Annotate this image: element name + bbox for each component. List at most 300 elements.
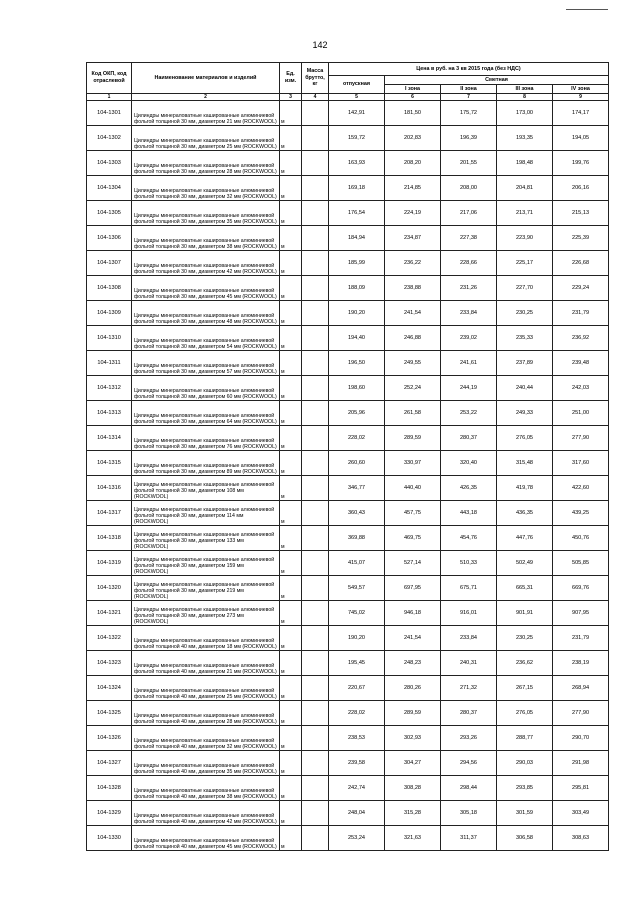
- row-zone1-price: 249,55: [385, 351, 441, 376]
- row-release-price: 198,60: [329, 376, 385, 401]
- row-zone2-price: 510,33: [441, 551, 497, 576]
- table-row: [87, 451, 609, 476]
- row-release-price: 190,20: [329, 626, 385, 651]
- column-number: 8: [497, 94, 553, 101]
- row-zone3-price: 306,58: [497, 826, 553, 851]
- row-unit: м: [280, 276, 302, 301]
- row-zone1-price: 330,97: [385, 451, 441, 476]
- row-code: 104-1306: [87, 226, 132, 251]
- row-zone1-price: 261,58: [385, 401, 441, 426]
- table-row: [87, 601, 609, 626]
- table-row: [87, 751, 609, 776]
- row-zone3-price: 173,00: [497, 101, 553, 126]
- row-zone2-price: 241,61: [441, 351, 497, 376]
- row-zone3-price: 276,05: [497, 426, 553, 451]
- row-zone4-price: 236,92: [553, 326, 609, 351]
- row-code: 104-1305: [87, 201, 132, 226]
- row-mass: [302, 651, 329, 676]
- row-zone1-price: 321,63: [385, 826, 441, 851]
- row-release-price: 253,24: [329, 826, 385, 851]
- column-number: 9: [553, 94, 609, 101]
- table-row: [87, 776, 609, 801]
- row-zone2-price: 916,01: [441, 601, 497, 626]
- row-unit: м: [280, 126, 302, 151]
- row-name: Цилиндры минераловатные кашированные алюминиевой фольгой толщиной 30 мм, диаметром 133 мм (ROCKWOOL): [132, 526, 280, 551]
- row-zone3-price: 236,62: [497, 651, 553, 676]
- row-release-price: 205,96: [329, 401, 385, 426]
- row-unit: м: [280, 776, 302, 801]
- row-code: 104-1311: [87, 351, 132, 376]
- row-name: Цилиндры минераловатные кашированные алюминиевой фольгой толщиной 40 мм, диаметром 18 мм (ROCKWOOL): [132, 626, 280, 651]
- row-name: Цилиндры минераловатные кашированные алюминиевой фольгой толщиной 30 мм, диаметром 114 мм (ROCKWOOL): [132, 501, 280, 526]
- row-name: Цилиндры минераловатные кашированные алюминиевой фольгой толщиной 40 мм, диаметром 28 мм (ROCKWOOL): [132, 701, 280, 726]
- row-unit: м: [280, 651, 302, 676]
- row-zone3-price: 290,03: [497, 751, 553, 776]
- header-estimate: Сметная: [385, 76, 609, 85]
- row-mass: [302, 226, 329, 251]
- row-mass: [302, 601, 329, 626]
- row-code: 104-1317: [87, 501, 132, 526]
- row-zone3-price: 665,31: [497, 576, 553, 601]
- table-body: [87, 101, 609, 851]
- row-unit: м: [280, 726, 302, 751]
- column-number: 5: [329, 94, 385, 101]
- row-zone3-price: 235,33: [497, 326, 553, 351]
- row-name: Цилиндры минераловатные кашированные алюминиевой фольгой толщиной 30 мм, диаметром 159 мм (ROCKWOOL): [132, 551, 280, 576]
- row-zone4-price: 669,76: [553, 576, 609, 601]
- row-name: Цилиндры минераловатные кашированные алюминиевой фольгой толщиной 40 мм, диаметром 38 мм (ROCKWOOL): [132, 776, 280, 801]
- row-zone3-price: 230,25: [497, 301, 553, 326]
- row-name: Цилиндры минераловатные кашированные алюминиевой фольгой толщиной 40 мм, диаметром 21 мм (ROCKWOOL): [132, 651, 280, 676]
- row-zone2-price: 239,02: [441, 326, 497, 351]
- row-release-price: 220,67: [329, 676, 385, 701]
- row-zone1-price: 181,50: [385, 101, 441, 126]
- row-name: Цилиндры минераловатные кашированные алюминиевой фольгой толщиной 40 мм, диаметром 35 мм (ROCKWOOL): [132, 751, 280, 776]
- row-zone2-price: 280,37: [441, 701, 497, 726]
- table-row: [87, 226, 609, 251]
- row-zone1-price: 202,83: [385, 126, 441, 151]
- row-zone1-price: 289,59: [385, 426, 441, 451]
- row-zone3-price: 249,33: [497, 401, 553, 426]
- row-zone1-price: 208,20: [385, 151, 441, 176]
- row-release-price: 415,07: [329, 551, 385, 576]
- row-zone1-price: 527,14: [385, 551, 441, 576]
- row-zone3-price: 237,89: [497, 351, 553, 376]
- row-unit: м: [280, 676, 302, 701]
- row-unit: м: [280, 426, 302, 451]
- row-mass: [302, 351, 329, 376]
- row-name: Цилиндры минераловатные кашированные алюминиевой фольгой толщиной 30 мм, диаметром 45 мм (ROCKWOOL): [132, 276, 280, 301]
- row-code: 104-1327: [87, 751, 132, 776]
- row-zone1-price: 236,22: [385, 251, 441, 276]
- row-zone2-price: 233,84: [441, 301, 497, 326]
- row-zone4-price: 231,79: [553, 626, 609, 651]
- table-row: [87, 376, 609, 401]
- row-zone3-price: 198,48: [497, 151, 553, 176]
- row-code: 104-1308: [87, 276, 132, 301]
- row-zone1-price: 214,85: [385, 176, 441, 201]
- row-zone1-price: 280,26: [385, 676, 441, 701]
- row-name: Цилиндры минераловатные кашированные алюминиевой фольгой толщиной 30 мм, диаметром 108 мм (ROCKWOOL): [132, 476, 280, 501]
- row-zone3-price: 230,25: [497, 626, 553, 651]
- row-name: Цилиндры минераловатные кашированные алюминиевой фольгой толщиной 40 мм, диаметром 32 мм (ROCKWOOL): [132, 726, 280, 751]
- row-zone2-price: 293,26: [441, 726, 497, 751]
- header-unit: Ед. изм.: [280, 63, 302, 94]
- row-zone1-price: 440,40: [385, 476, 441, 501]
- row-name: Цилиндры минераловатные кашированные алюминиевой фольгой толщиной 30 мм, диаметром 273 мм (ROCKWOOL): [132, 601, 280, 626]
- row-zone4-price: 194,05: [553, 126, 609, 151]
- row-name: Цилиндры минераловатные кашированные алюминиевой фольгой толщиной 30 мм, диаметром 42 мм (ROCKWOOL): [132, 251, 280, 276]
- row-zone4-price: 242,03: [553, 376, 609, 401]
- row-release-price: 195,45: [329, 651, 385, 676]
- row-code: 104-1330: [87, 826, 132, 851]
- row-zone4-price: 268,94: [553, 676, 609, 701]
- row-unit: м: [280, 601, 302, 626]
- row-release-price: 159,72: [329, 126, 385, 151]
- row-zone2-price: 217,06: [441, 201, 497, 226]
- row-release-price: 549,57: [329, 576, 385, 601]
- row-release-price: 369,88: [329, 526, 385, 551]
- price-table: [86, 62, 609, 851]
- table-row: [87, 826, 609, 851]
- row-zone1-price: 946,18: [385, 601, 441, 626]
- row-mass: [302, 126, 329, 151]
- row-code: 104-1329: [87, 801, 132, 826]
- row-zone2-price: 233,84: [441, 626, 497, 651]
- table-row: [87, 301, 609, 326]
- row-mass: [302, 676, 329, 701]
- row-release-price: 228,02: [329, 701, 385, 726]
- row-zone3-price: 213,71: [497, 201, 553, 226]
- row-unit: м: [280, 226, 302, 251]
- header-code: Код ОКП, код отраслевой: [87, 63, 132, 94]
- row-zone3-price: 240,44: [497, 376, 553, 401]
- header-mass: Масса брутто, кг: [302, 63, 329, 94]
- row-release-price: 184,94: [329, 226, 385, 251]
- row-zone2-price: 280,37: [441, 426, 497, 451]
- row-zone3-price: 288,77: [497, 726, 553, 751]
- row-zone4-price: 238,19: [553, 651, 609, 676]
- row-release-price: 248,04: [329, 801, 385, 826]
- row-zone4-price: 303,49: [553, 801, 609, 826]
- row-zone3-price: 193,35: [497, 126, 553, 151]
- row-zone1-price: 241,54: [385, 626, 441, 651]
- row-release-price: 185,99: [329, 251, 385, 276]
- row-zone2-price: 253,22: [441, 401, 497, 426]
- row-unit: м: [280, 626, 302, 651]
- row-zone2-price: 454,76: [441, 526, 497, 551]
- row-unit: м: [280, 451, 302, 476]
- table-row: [87, 126, 609, 151]
- row-zone4-price: 215,13: [553, 201, 609, 226]
- row-release-price: 163,93: [329, 151, 385, 176]
- row-unit: м: [280, 326, 302, 351]
- row-code: 104-1309: [87, 301, 132, 326]
- row-zone1-price: 248,23: [385, 651, 441, 676]
- column-number: 2: [132, 94, 280, 101]
- row-name: Цилиндры минераловатные кашированные алюминиевой фольгой толщиной 30 мм, диаметром 32 мм (ROCKWOOL): [132, 176, 280, 201]
- row-name: Цилиндры минераловатные кашированные алюминиевой фольгой толщиной 30 мм, диаметром 60 мм (ROCKWOOL): [132, 376, 280, 401]
- row-code: 104-1315: [87, 451, 132, 476]
- table-row: [87, 651, 609, 676]
- table-row: [87, 276, 609, 301]
- row-zone2-price: 675,71: [441, 576, 497, 601]
- row-unit: м: [280, 151, 302, 176]
- row-zone4-price: 251,00: [553, 401, 609, 426]
- row-name: Цилиндры минераловатные кашированные алюминиевой фольгой толщиной 30 мм, диаметром 21 мм (ROCKWOOL): [132, 101, 280, 126]
- row-zone4-price: 290,70: [553, 726, 609, 751]
- row-release-price: 242,74: [329, 776, 385, 801]
- table-row: [87, 526, 609, 551]
- row-mass: [302, 751, 329, 776]
- row-name: Цилиндры минераловатные кашированные алюминиевой фольгой толщиной 30 мм, диаметром 48 мм (ROCKWOOL): [132, 301, 280, 326]
- row-zone4-price: 317,60: [553, 451, 609, 476]
- row-zone4-price: 174,17: [553, 101, 609, 126]
- row-zone1-price: 252,24: [385, 376, 441, 401]
- row-zone2-price: 240,31: [441, 651, 497, 676]
- row-unit: м: [280, 201, 302, 226]
- row-zone1-price: 241,54: [385, 301, 441, 326]
- table-row: [87, 701, 609, 726]
- row-code: 104-1313: [87, 401, 132, 426]
- row-mass: [302, 551, 329, 576]
- row-name: Цилиндры минераловатные кашированные алюминиевой фольгой толщиной 40 мм, диаметром 25 мм (ROCKWOOL): [132, 676, 280, 701]
- row-zone2-price: 311,37: [441, 826, 497, 851]
- row-zone3-price: 301,59: [497, 801, 553, 826]
- row-mass: [302, 826, 329, 851]
- table-row: [87, 351, 609, 376]
- row-code: 104-1326: [87, 726, 132, 751]
- row-code: 104-1316: [87, 476, 132, 501]
- row-name: Цилиндры минераловатные кашированные алюминиевой фольгой толщиной 30 мм, диаметром 89 мм (ROCKWOOL): [132, 451, 280, 476]
- row-mass: [302, 376, 329, 401]
- row-release-price: 194,40: [329, 326, 385, 351]
- row-zone2-price: 294,56: [441, 751, 497, 776]
- header-zone3: III зона: [497, 85, 553, 94]
- row-zone4-price: 206,16: [553, 176, 609, 201]
- row-zone3-price: 223,90: [497, 226, 553, 251]
- row-code: 104-1303: [87, 151, 132, 176]
- row-zone3-price: 436,35: [497, 501, 553, 526]
- row-unit: м: [280, 751, 302, 776]
- row-mass: [302, 701, 329, 726]
- row-zone2-price: 227,38: [441, 226, 497, 251]
- row-zone1-price: 308,28: [385, 776, 441, 801]
- row-name: Цилиндры минераловатные кашированные алюминиевой фольгой толщиной 30 мм, диаметром 76 мм (ROCKWOOL): [132, 426, 280, 451]
- row-name: Цилиндры минераловатные кашированные алюминиевой фольгой толщиной 30 мм, диаметром 28 мм (ROCKWOOL): [132, 151, 280, 176]
- row-zone3-price: 315,48: [497, 451, 553, 476]
- column-number-row: [87, 94, 609, 101]
- row-mass: [302, 326, 329, 351]
- row-code: 104-1304: [87, 176, 132, 201]
- row-zone1-price: 304,27: [385, 751, 441, 776]
- row-mass: [302, 726, 329, 751]
- row-zone2-price: 208,00: [441, 176, 497, 201]
- row-code: 104-1325: [87, 701, 132, 726]
- row-mass: [302, 251, 329, 276]
- row-name: Цилиндры минераловатные кашированные алюминиевой фольгой толщиной 30 мм, диаметром 25 мм (ROCKWOOL): [132, 126, 280, 151]
- table-row: [87, 251, 609, 276]
- row-mass: [302, 576, 329, 601]
- row-code: 104-1320: [87, 576, 132, 601]
- row-zone4-price: 199,76: [553, 151, 609, 176]
- column-number: 7: [441, 94, 497, 101]
- row-zone4-price: 231,79: [553, 301, 609, 326]
- row-unit: м: [280, 526, 302, 551]
- table-row: [87, 576, 609, 601]
- row-zone3-price: 293,85: [497, 776, 553, 801]
- header-zone1: I зона: [385, 85, 441, 94]
- row-zone3-price: 419,78: [497, 476, 553, 501]
- row-zone3-price: 267,15: [497, 676, 553, 701]
- row-unit: м: [280, 501, 302, 526]
- row-zone2-price: 271,32: [441, 676, 497, 701]
- row-zone2-price: 244,19: [441, 376, 497, 401]
- row-zone4-price: 277,90: [553, 426, 609, 451]
- row-zone4-price: 291,98: [553, 751, 609, 776]
- row-unit: м: [280, 351, 302, 376]
- row-mass: [302, 626, 329, 651]
- row-release-price: 238,53: [329, 726, 385, 751]
- row-zone4-price: 450,76: [553, 526, 609, 551]
- column-number: 3: [280, 94, 302, 101]
- row-unit: м: [280, 176, 302, 201]
- row-name: Цилиндры минераловатные кашированные алюминиевой фольгой толщиной 30 мм, диаметром 57 мм (ROCKWOOL): [132, 351, 280, 376]
- row-zone4-price: 225,39: [553, 226, 609, 251]
- row-release-price: 260,60: [329, 451, 385, 476]
- row-name: Цилиндры минераловатные кашированные алюминиевой фольгой толщиной 30 мм, диаметром 64 мм (ROCKWOOL): [132, 401, 280, 426]
- table-row: [87, 626, 609, 651]
- row-mass: [302, 801, 329, 826]
- row-zone4-price: 505,85: [553, 551, 609, 576]
- row-zone4-price: 907,95: [553, 601, 609, 626]
- column-number: 4: [302, 94, 329, 101]
- row-zone4-price: 229,24: [553, 276, 609, 301]
- row-code: 104-1312: [87, 376, 132, 401]
- row-mass: [302, 451, 329, 476]
- row-zone3-price: 447,76: [497, 526, 553, 551]
- row-mass: [302, 401, 329, 426]
- row-code: 104-1328: [87, 776, 132, 801]
- table-row: [87, 401, 609, 426]
- row-zone2-price: 175,72: [441, 101, 497, 126]
- row-mass: [302, 101, 329, 126]
- row-zone1-price: 315,28: [385, 801, 441, 826]
- row-zone2-price: 305,18: [441, 801, 497, 826]
- row-code: 104-1319: [87, 551, 132, 576]
- row-release-price: 176,54: [329, 201, 385, 226]
- table-row: [87, 426, 609, 451]
- row-code: 104-1321: [87, 601, 132, 626]
- row-zone4-price: 277,90: [553, 701, 609, 726]
- row-zone2-price: 231,26: [441, 276, 497, 301]
- row-zone1-price: 238,88: [385, 276, 441, 301]
- row-mass: [302, 176, 329, 201]
- table-row: [87, 726, 609, 751]
- row-zone1-price: 457,75: [385, 501, 441, 526]
- row-unit: м: [280, 576, 302, 601]
- row-mass: [302, 526, 329, 551]
- row-code: 104-1302: [87, 126, 132, 151]
- row-name: Цилиндры минераловатные кашированные алюминиевой фольгой толщиной 30 мм, диаметром 219 мм (ROCKWOOL): [132, 576, 280, 601]
- table-row: [87, 801, 609, 826]
- row-name: Цилиндры минераловатные кашированные алюминиевой фольгой толщиной 30 мм, диаметром 38 мм (ROCKWOOL): [132, 226, 280, 251]
- row-unit: м: [280, 551, 302, 576]
- row-zone3-price: 204,81: [497, 176, 553, 201]
- row-zone4-price: 308,63: [553, 826, 609, 851]
- table-row: [87, 476, 609, 501]
- row-code: 104-1322: [87, 626, 132, 651]
- row-zone4-price: 295,81: [553, 776, 609, 801]
- row-zone1-price: 469,75: [385, 526, 441, 551]
- row-unit: м: [280, 251, 302, 276]
- header-price-group: Цена в руб. на 3 кв 2015 года (без НДС): [329, 63, 609, 76]
- row-unit: м: [280, 301, 302, 326]
- row-zone2-price: 320,40: [441, 451, 497, 476]
- row-zone2-price: 196,39: [441, 126, 497, 151]
- row-release-price: 196,50: [329, 351, 385, 376]
- row-mass: [302, 201, 329, 226]
- row-zone1-price: 224,19: [385, 201, 441, 226]
- table-row: [87, 551, 609, 576]
- row-zone2-price: 201,55: [441, 151, 497, 176]
- row-code: 104-1324: [87, 676, 132, 701]
- row-release-price: 169,18: [329, 176, 385, 201]
- header-zone2: II зона: [441, 85, 497, 94]
- row-zone3-price: 901,91: [497, 601, 553, 626]
- row-unit: м: [280, 401, 302, 426]
- table-row: [87, 176, 609, 201]
- header-release: отпускная: [329, 76, 385, 94]
- row-zone3-price: 276,05: [497, 701, 553, 726]
- row-release-price: 239,58: [329, 751, 385, 776]
- row-zone2-price: 298,44: [441, 776, 497, 801]
- row-release-price: 346,77: [329, 476, 385, 501]
- row-zone4-price: 226,68: [553, 251, 609, 276]
- table-row: [87, 101, 609, 126]
- row-zone1-price: 289,59: [385, 701, 441, 726]
- row-zone3-price: 227,70: [497, 276, 553, 301]
- row-release-price: 228,02: [329, 426, 385, 451]
- row-unit: м: [280, 376, 302, 401]
- row-mass: [302, 301, 329, 326]
- row-code: 104-1323: [87, 651, 132, 676]
- row-mass: [302, 501, 329, 526]
- row-release-price: 360,43: [329, 501, 385, 526]
- header-name: Наименование материалов и изделий: [132, 63, 280, 94]
- row-mass: [302, 426, 329, 451]
- row-unit: м: [280, 701, 302, 726]
- row-zone1-price: 246,88: [385, 326, 441, 351]
- table-row: [87, 151, 609, 176]
- row-zone4-price: 439,25: [553, 501, 609, 526]
- row-code: 104-1318: [87, 526, 132, 551]
- row-zone2-price: 443,18: [441, 501, 497, 526]
- row-name: Цилиндры минераловатные кашированные алюминиевой фольгой толщиной 40 мм, диаметром 42 мм (ROCKWOOL): [132, 801, 280, 826]
- row-name: Цилиндры минераловатные кашированные алюминиевой фольгой толщиной 40 мм, диаметром 45 мм (ROCKWOOL): [132, 826, 280, 851]
- row-zone3-price: 502,49: [497, 551, 553, 576]
- header-zone4: IV зона: [553, 85, 609, 94]
- row-zone1-price: 697,95: [385, 576, 441, 601]
- row-release-price: 188,09: [329, 276, 385, 301]
- row-zone2-price: 426,35: [441, 476, 497, 501]
- row-name: Цилиндры минераловатные кашированные алюминиевой фольгой толщиной 30 мм, диаметром 54 мм (ROCKWOOL): [132, 326, 280, 351]
- row-code: 104-1314: [87, 426, 132, 451]
- table-row: [87, 201, 609, 226]
- row-zone4-price: 422,60: [553, 476, 609, 501]
- row-unit: м: [280, 801, 302, 826]
- top-rule: [566, 9, 608, 10]
